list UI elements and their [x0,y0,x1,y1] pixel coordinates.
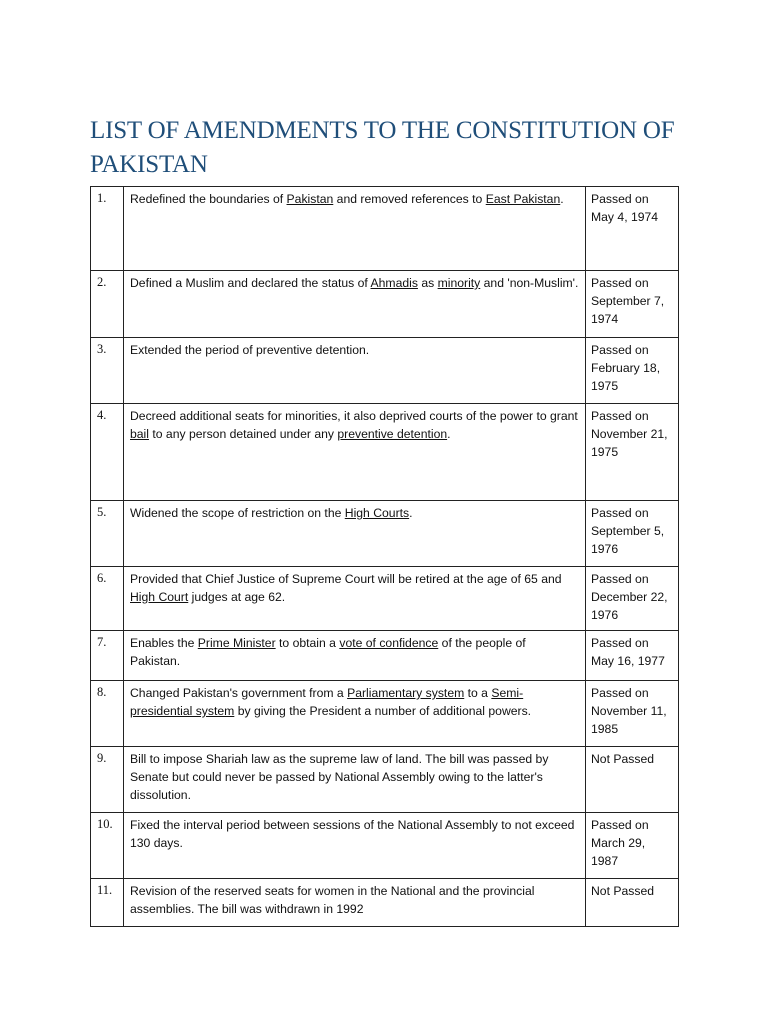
description-text: Extended the period of preventive detention. [130,343,370,357]
description-link[interactable]: High Court [130,590,189,604]
amendments-table-body [91,187,679,927]
table-row [91,338,679,404]
table-row [91,747,679,813]
amendment-description [124,338,586,404]
table-row [91,404,679,501]
description-text: . [409,506,413,520]
amendment-number: 4. [91,404,124,501]
description-text: Decreed additional seats for minorities, it also deprived courts of the power to grant [130,409,578,423]
amendment-description [124,567,586,631]
amendment-status: Passed on September 7, 1974 [586,271,679,338]
amendment-status: Not Passed [586,747,679,813]
amendment-description [124,681,586,747]
description-link[interactable]: bail [130,427,149,441]
description-link[interactable]: preventive detention [337,427,448,441]
amendment-status: Passed on March 29, 1987 [586,813,679,879]
amendment-status: Passed on November 11, 1985 [586,681,679,747]
description-text: as [417,276,438,290]
description-text: Widened the scope of restriction on the [130,506,345,520]
description-text: . [447,427,451,441]
amendment-status: Not Passed [586,879,679,927]
table-row [91,187,679,271]
description-text: to any person detained under any [148,427,338,441]
amendment-number: 6. [91,567,124,631]
description-text: of the people of Pakistan. [130,636,526,668]
amendment-number: 5. [91,501,124,567]
description-text: to a [464,686,492,700]
amendment-description [124,631,586,681]
table-row [91,631,679,681]
description-link[interactable]: Prime Minister [197,636,276,650]
table-row [91,271,679,338]
amendment-status: Passed on May 16, 1977 [586,631,679,681]
description-link[interactable]: East Pakistan [485,192,561,206]
amendment-number: 10. [91,813,124,879]
description-text: to obtain a [275,636,340,650]
table-row [91,813,679,879]
amendment-number: 2. [91,271,124,338]
amendment-status: Passed on December 22, 1976 [586,567,679,631]
table-row [91,567,679,631]
table-row [91,681,679,747]
amendment-description [124,747,586,813]
description-link[interactable]: Semi-presidential system [130,686,524,718]
amendment-number: 9. [91,747,124,813]
page-title: LIST OF AMENDMENTS TO THE CONSTITUTION OF PAKISTAN [90,117,675,178]
amendment-number: 3. [91,338,124,404]
description-text: Revision of the reserved seats for women in the National and the provincial assemblies. The bill was withdrawn in 1992 [130,884,535,916]
amendment-number: 11. [91,879,124,927]
amendment-description [124,271,586,338]
amendment-number: 1. [91,187,124,271]
table-row [91,879,679,927]
description-text: Provided that Chief Justice of Supreme Court will be retired at the age of 65 and [130,572,562,586]
amendment-status: Passed on February 18, 1975 [586,338,679,404]
amendment-number: 8. [91,681,124,747]
description-text: and removed references to [333,192,486,206]
description-text: Fixed the interval period between sessions of the National Assembly to not exceed 130 days. [130,818,575,850]
amendment-description [124,813,586,879]
description-text: by giving the President a number of additional powers. [234,704,532,718]
amendment-status: Passed on May 4, 1974 [586,187,679,271]
description-text: Enables the [130,636,198,650]
amendment-status: Passed on September 5, 1976 [586,501,679,567]
description-text: . [560,192,564,206]
description-text: Redefined the boundaries of [130,192,287,206]
description-text: Defined a Muslim and declared the status of [130,276,371,290]
description-text: Bill to impose Shariah law as the supreme law of land. The bill was passed by Senate but could never be passed by National Assembly owing to the latter's dissolution. [130,752,549,802]
amendments-table [90,186,679,927]
amendment-description [124,501,586,567]
amendment-description [124,404,586,501]
amendment-description [124,879,586,927]
description-link[interactable]: minority [437,276,481,290]
description-link[interactable]: Parliamentary system [347,686,465,700]
amendment-description [124,187,586,271]
description-link[interactable]: Ahmadis [370,276,418,290]
description-link[interactable]: vote of confidence [339,636,439,650]
description-link[interactable]: Pakistan [286,192,334,206]
description-text: and 'non-Muslim'. [480,276,579,290]
description-link[interactable]: High Courts [344,506,410,520]
description-text: judges at age 62. [188,590,286,604]
amendment-number: 7. [91,631,124,681]
description-text: Changed Pakistan's government from a [130,686,348,700]
amendment-status: Passed on November 21, 1975 [586,404,679,501]
table-row [91,501,679,567]
